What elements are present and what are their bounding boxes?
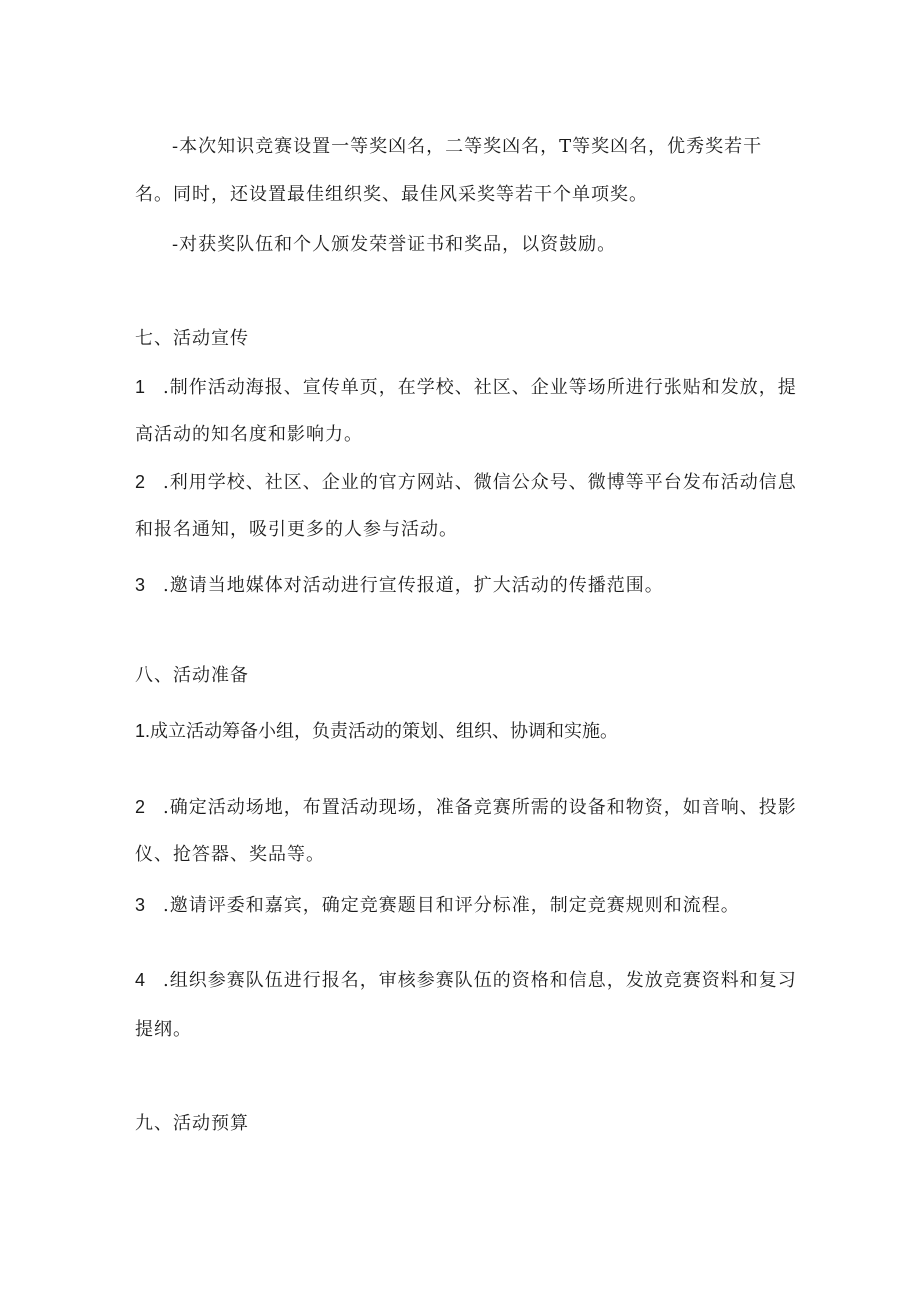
item-number: 1 <box>135 377 146 397</box>
item-number: 2 <box>135 797 146 817</box>
preparation-item-1 <box>135 719 618 744</box>
item-text: .邀请评委和嘉宾，确定竞赛题目和评分标准，制定竞赛规则和流程。 <box>163 895 740 916</box>
preparation-item-2-line1 <box>135 795 797 820</box>
publicity-item-3 <box>135 573 664 598</box>
publicity-item-2-line1 <box>135 470 797 495</box>
item-number: 3 <box>135 575 146 595</box>
item-text: .利用学校、社区、企业的官方网站、微信公众号、微博等平台发布活动信息 <box>163 472 797 493</box>
awards-paragraph-line2: 名。同时，还设置最佳组织奖、最佳风采奖等若干个单项奖。 <box>135 184 648 205</box>
section-heading-publicity: 七、活动宣传 <box>135 328 249 349</box>
publicity-item-2-line2: 和报名通知，吸引更多的人参与活动。 <box>135 519 458 540</box>
preparation-item-4-line2: 提纲。 <box>135 1019 192 1040</box>
item-text: .邀请当地媒体对活动进行宣传报道，扩大活动的传播范围。 <box>163 575 664 596</box>
item-text: 1.成立活动筹备小组，负责活动的策划、组织、协调和实施。 <box>135 721 619 741</box>
item-number: 3 <box>135 895 146 915</box>
preparation-item-4-line1 <box>135 968 797 993</box>
preparation-item-2-line2: 仪、抢答器、奖品等。 <box>135 844 325 865</box>
section-heading-preparation: 八、活动准备 <box>135 665 249 686</box>
preparation-item-3 <box>135 893 740 918</box>
publicity-item-1-line1 <box>135 375 797 400</box>
item-text: .制作活动海报、宣传单页，在学校、社区、企业等场所进行张贴和发放，提 <box>163 377 797 398</box>
item-number: 4 <box>135 970 146 990</box>
awards-paragraph-line1: -本次知识竞赛设置一等奖凶名，二等奖凶名，T等奖凶名，优秀奖若干 <box>172 136 763 157</box>
section-heading-budget: 九、活动预算 <box>135 1113 249 1134</box>
publicity-item-1-line2: 高活动的知名度和影响力。 <box>135 424 363 445</box>
awards-paragraph-2: -对获奖队伍和个人颁发荣誉证书和奖品，以资鼓励。 <box>172 234 617 255</box>
item-text: .组织参赛队伍进行报名，审核参赛队伍的资格和信息，发放竞赛资料和复习 <box>163 970 797 991</box>
item-number: 2 <box>135 472 146 492</box>
item-text: .确定活动场地，布置活动现场，准备竞赛所需的设备和物资，如音响、投影 <box>163 797 797 818</box>
